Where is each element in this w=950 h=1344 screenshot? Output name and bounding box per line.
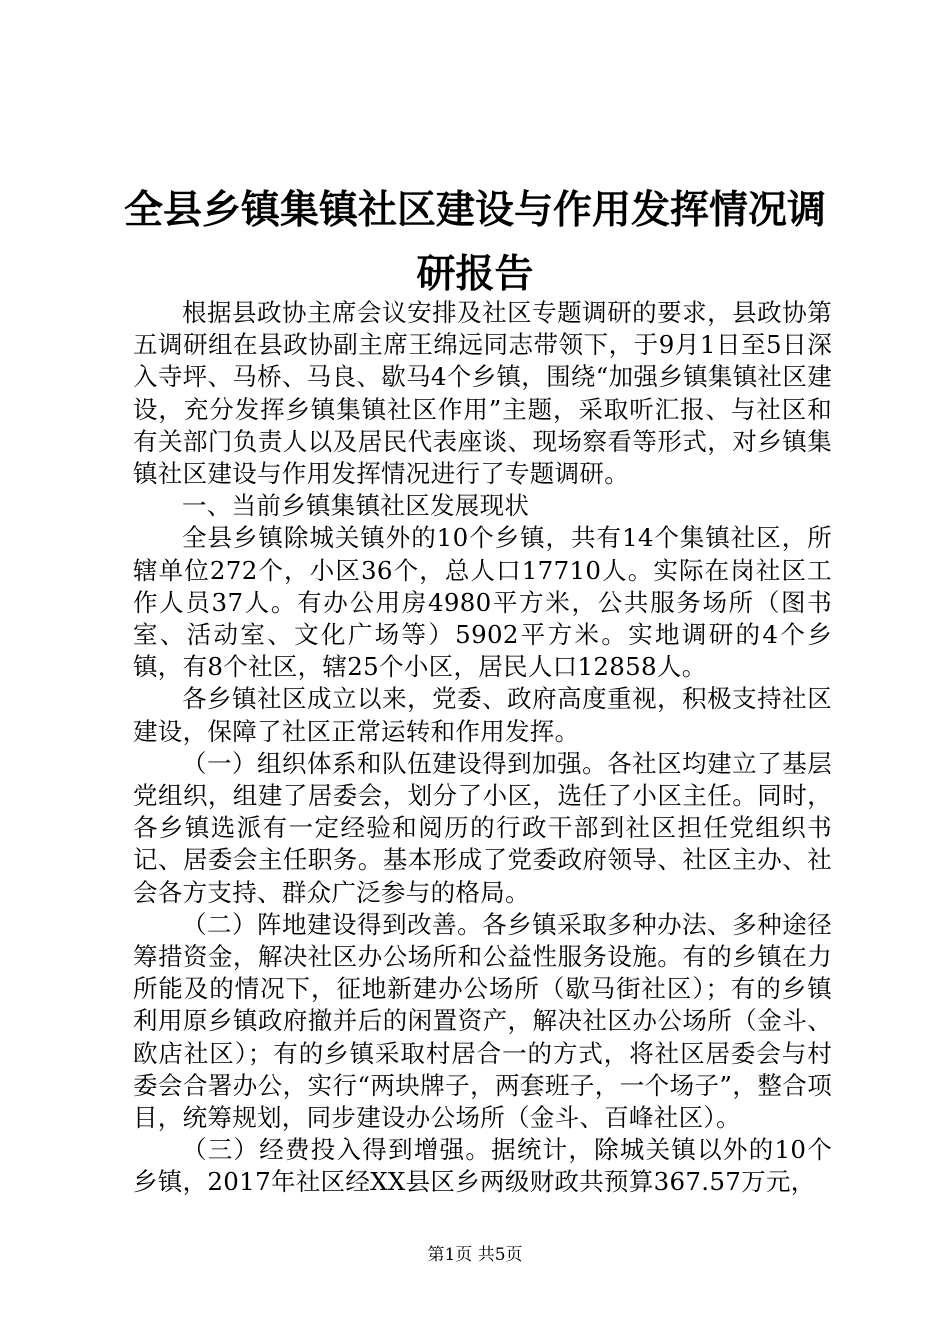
document-title: 全县乡镇集镇社区建设与作用发挥情况调研报告 (123, 187, 826, 297)
page-footer: 第1页 共5页 (427, 1245, 523, 1265)
paragraph-intro: 根据县政协主席会议安排及社区专题调研的要求，县政协第五调研组在县政协副主席王绵远同志带领下，于9月1日至5日深入寺坪、马桥、马良、歇马4个乡镇，围绕“加强乡镇集镇社区建设，充分发挥乡镇集镇社区作用”主题，采取听汇报、与社区和有关部门负责人以及居民代表座谈、现场察看等形式，对乡镇集镇社区建设与作用发挥情况进行了专题调研。 (133, 298, 833, 489)
paragraph-funding: （三）经费投入得到增强。据统计，除城关镇以外的10个乡镇，2017年社区经XX县区乡两级财政共预算367.57万元， (133, 1135, 832, 1197)
paragraph-support: 各乡镇社区成立以来，党委、政府高度重视，积极支持社区建设，保障了社区正常运转和作用发挥。 (133, 684, 832, 746)
paragraph-statistics: 全县乡镇除城关镇外的10个乡镇，共有14个集镇社区，所辖单位272个，小区36个，总人口17710人。实际在岗社区工作人员37人。有办公用房4980平方米，公共服务场所（图书室、活动室、文化广场等）5902平方米。实地调研的4个乡镇，有8个社区，辖25个小区，居民人口12858人。 (133, 523, 832, 682)
section-heading-1: 一、当前乡镇集镇社区发展现状 (182, 491, 530, 521)
paragraph-facilities: （二）阵地建设得到改善。各乡镇采取多种办法、多种途径筹措资金，解决社区办公场所和公益性服务设施。有的乡镇在力所能及的情况下，征地新建办公场所（歇马街社区）；有的乡镇利用原乡镇政府撤并后的闲置资产，解决社区办公场所（金斗、欧店社区）；有的乡镇采取村居合一的方式，将社区居委会与村委会合署办公，实行“两块牌子，两套班子，一个场子”，整合项目，统筹规划，同步建设办公场所（金斗、百峰社区）。 (133, 909, 832, 1133)
paragraph-organization: （一）组织体系和队伍建设得到加强。各社区均建立了基层党组织，组建了居委会，划分了小区，选任了小区主任。同时，各乡镇选派有一定经验和阅历的行政干部到社区担任党组织书记、居委会主任职务。基本形成了党委政府领导、社区主办、社会各方支持、群众广泛参与的格局。 (133, 748, 832, 907)
document-body (133, 297, 832, 1199)
